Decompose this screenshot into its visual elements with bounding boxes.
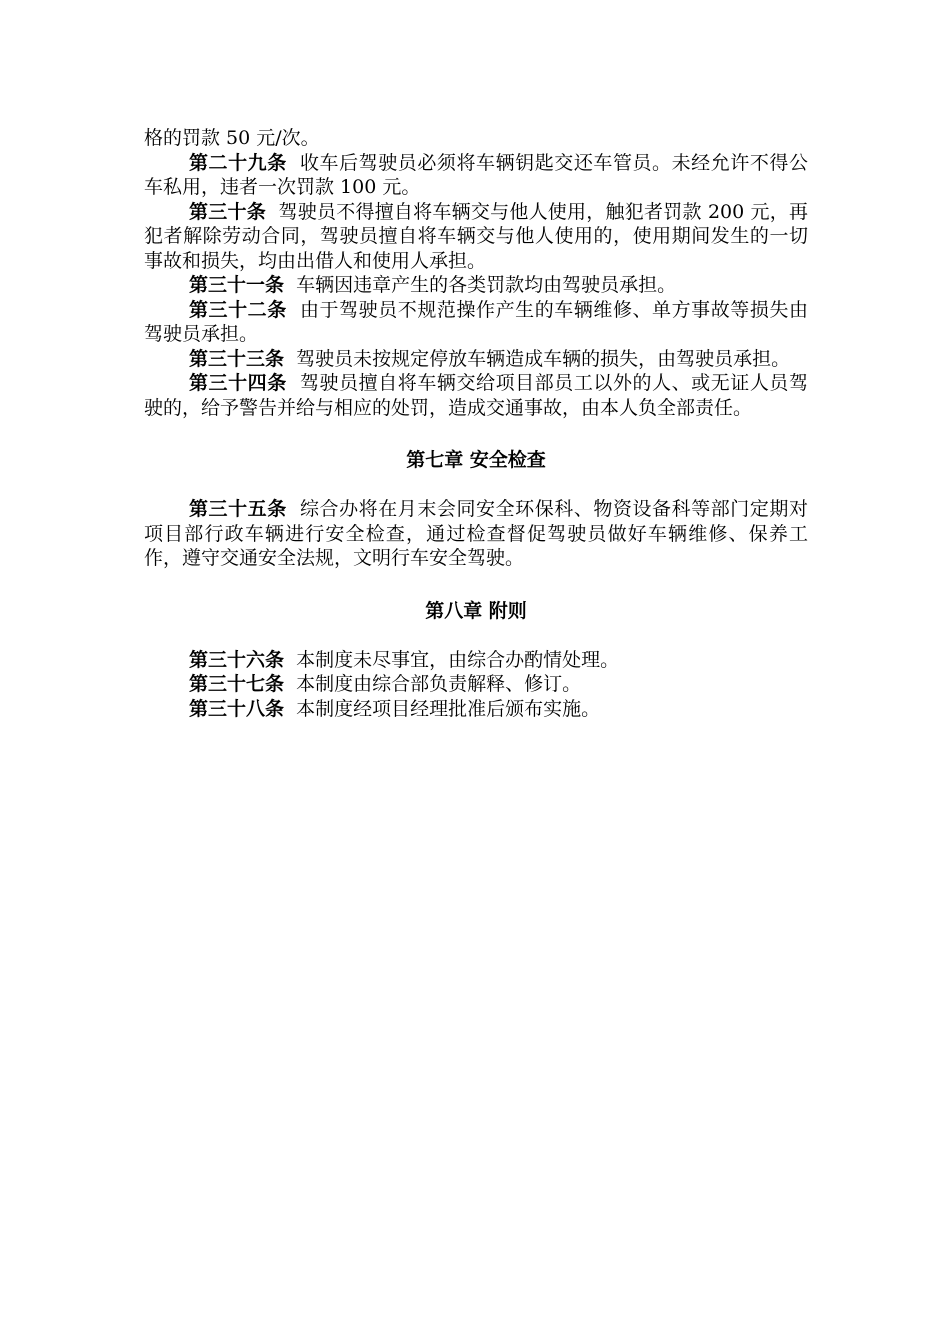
article-29: [144, 151, 808, 200]
article-36: [144, 648, 808, 673]
article-number: 第三十七条: [189, 673, 285, 695]
article-text: 本制度经项目经理批准后颁布实施。: [296, 697, 601, 720]
article-30: [144, 200, 808, 274]
chapter-7-heading: 第七章 安全检查: [406, 449, 546, 471]
article-text: 本制度由综合部负责解释、修订。: [296, 673, 582, 695]
article-number: 第三十二条: [189, 298, 287, 321]
article-text: 驾驶员擅自将车辆交给项目部员工以外的人、或无证人员驾驶的，给予警告并给与相应的处罚，造成交通事故，由本人负全部责任。: [144, 372, 808, 419]
article-number: 第三十一条: [189, 274, 285, 296]
article-number: 第三十八条: [189, 697, 285, 720]
article-text: 车辆因违章产生的各类罚款均由驾驶员承担。: [296, 274, 677, 296]
article-35: [144, 497, 808, 571]
article-number: 第三十五条: [189, 498, 287, 520]
article-34: [144, 371, 808, 420]
article-37: [144, 672, 808, 697]
article-38: [144, 697, 808, 722]
article-number: 第三十条: [189, 200, 266, 223]
article-text: 驾驶员不得擅自将车辆交与他人使用，触犯者罚款 200 元，再犯者解除劳动合同，驾驶员擅自将车辆交与他人使用的，使用期间发生的一切事故和损失，均由出借人和使用人承担。: [144, 200, 808, 272]
article-33: [144, 347, 808, 372]
article-number: 第三十四条: [189, 372, 287, 394]
article-text: 本制度未尽事宜，由综合办酌情处理。: [296, 648, 620, 671]
article-31: [144, 273, 808, 298]
article-number: 第二十九条: [189, 151, 287, 174]
document-body: [144, 126, 808, 721]
chapter-8-heading: 第八章 附则: [425, 599, 527, 622]
article-number: 第三十六条: [189, 648, 285, 671]
article-32: [144, 298, 808, 347]
article-number: 第三十三条: [189, 347, 285, 370]
article-text: 收车后驾驶员必须将车辆钥匙交还车管员。未经允许不得公车私用，违者一次罚款 100 元。: [144, 151, 808, 198]
article-text: 综合办将在月末会同安全环保科、物资设备科等部门定期对项目部行政车辆进行安全检查，通过检查督促驾驶员做好车辆维修、保养工作，遵守交通安全法规，文明行车安全驾驶。: [144, 498, 808, 569]
article-text: 驾驶员未按规定停放车辆造成车辆的损失，由驾驶员承担。: [296, 347, 791, 370]
continued-paragraph: 格的罚款 50 元/次。: [144, 127, 320, 149]
article-text: 由于驾驶员不规范操作产生的车辆维修、单方事故等损失由驾驶员承担。: [144, 298, 808, 345]
